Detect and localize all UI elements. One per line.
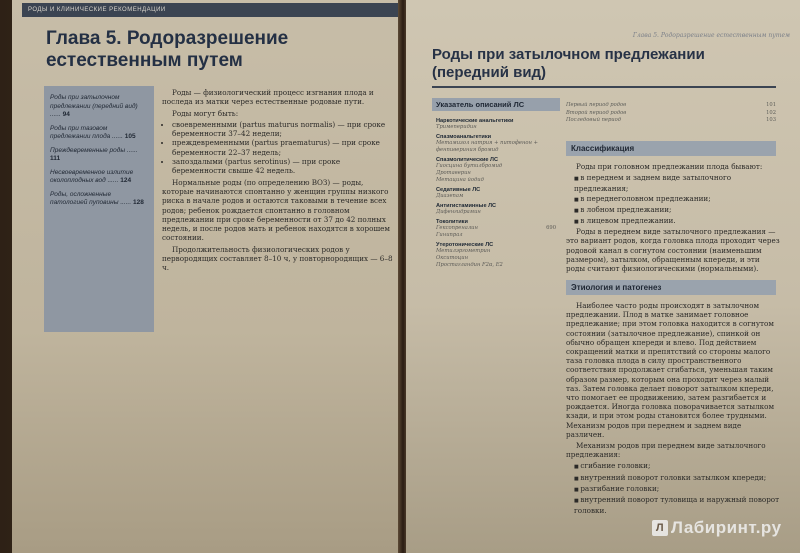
toc-item[interactable]: Роды, осложненные патологией пуповины ...... 128 <box>50 190 144 206</box>
mechanism-list <box>566 461 780 515</box>
drug-page-number: 690 <box>546 225 556 231</box>
drug-category: Наркотические анальгетики <box>436 118 514 124</box>
list-item: • своевременными (partus maturus normalis) — при сроке беременности 37–42 недели; <box>172 120 394 139</box>
drug-item[interactable]: Гиосцина бутилбромид <box>436 163 503 169</box>
types-list <box>162 120 394 176</box>
chapter-body <box>162 88 394 275</box>
labirint-logo-icon: Л <box>652 520 668 536</box>
drug-item[interactable]: Дифенгидрамин <box>436 209 481 215</box>
drug-category: Спазмолитические ЛС <box>436 157 499 163</box>
etiology-body <box>566 301 780 515</box>
drug-item[interactable]: Метацина йодид <box>436 177 484 183</box>
list-item: ■ разгибание головки; <box>574 484 780 495</box>
list-item: ■ в лицевом предлежании. <box>574 216 780 227</box>
right-page <box>406 0 800 553</box>
running-head: РОДЫ И КЛИНИЧЕСКИЕ РЕКОМЕНДАЦИИ <box>22 3 398 17</box>
mechanism-lead: Механизм родов при переднем виде затылочного предлежания: <box>566 441 766 460</box>
list-item: ■ сгибание головки; <box>574 461 780 472</box>
drug-category: Антигистаминные ЛС <box>436 203 497 209</box>
list-item: • преждевременными (partus praematurus) — при сроке беременности 22–37 недель; <box>172 138 394 157</box>
list-item: ■ в переднеголовном предлежании; <box>574 194 780 205</box>
toc-item[interactable]: Роды при затылочном предлежании (передний вид) ...... 94 <box>50 94 138 118</box>
toc-item[interactable]: Несвоевременное излитие околоплодных вод ...... 124 <box>50 168 134 184</box>
toc-item[interactable]: Роды при тазовом предлежании плода ...... 105 <box>50 124 136 140</box>
link-row[interactable]: Второй период родов 102 <box>566 109 776 116</box>
drug-item[interactable]: Простагландин F2α, E2 <box>436 262 503 268</box>
chapter-toc <box>44 86 154 332</box>
drug-item[interactable]: Гексопреналин 690 <box>436 225 556 231</box>
intro-paragraph: Роды — физиологический процесс изгнания плода и последа из матки через естественные родовые пути. <box>162 88 374 107</box>
list-item: ■ внутренний поворот головки затылком кпереди; <box>574 473 780 484</box>
drug-item[interactable]: Окситоцин <box>436 255 469 261</box>
drug-index-header: Указатель описаний ЛС <box>432 98 560 111</box>
classification-paragraph: Роды в переднем виде затылочного предлежания — это вариант родов, когда головка плода проходит через родовой канал в согнутом состоянии (наименьшим размером), затылком, обращенным кпереди, и эти роды считают физиологическими (нормальными). <box>566 227 780 274</box>
section-title: Роды при затылочном предлежании (передний вид) <box>432 46 705 81</box>
link-row[interactable]: Последовый период 103 <box>566 117 776 123</box>
classification-list <box>566 173 780 227</box>
title-rule <box>432 86 776 88</box>
drug-category: Утеротонические ЛС <box>436 242 494 248</box>
drug-item[interactable]: Метамизол натрия + питофенон + фенпивериния бромид <box>436 140 538 153</box>
classification-heading: Классификация <box>566 141 776 156</box>
drug-item[interactable]: Дротаверин <box>436 170 471 176</box>
toc-item[interactable]: Преждевременные роды ...... 111 <box>50 146 138 162</box>
list-item: ■ в лобном предлежании; <box>574 205 780 216</box>
link-row[interactable]: Первый период родов 101 <box>566 102 776 108</box>
left-page <box>12 0 400 553</box>
drug-index-list <box>432 111 560 273</box>
drug-category: Спазмоанальгетики <box>436 134 492 140</box>
etiology-heading: Этиология и патогенез <box>566 280 776 295</box>
types-lead: Роды могут быть: <box>172 108 239 118</box>
drug-category: Токолитики <box>436 219 468 225</box>
list-item: ■ в переднем и заднем виде затылочного предлежания; <box>574 173 780 193</box>
drug-item[interactable]: Метилэргометрин <box>436 248 491 254</box>
normal-definition: Нормальные роды (по определению ВОЗ) — роды, которые начинаются спонтанно у женщин группы низкого риска в начале родов и остаются таковыми в течение всех родов; ребенок рождается спонтанно в головном предлежании при сроке беременности от 37 до 42 полных недель, и после родов мать и ребенок находятся в хорошем состоянии. <box>162 177 390 243</box>
duration-paragraph: Продолжительность физиологических родов у первородящих составляет 8–10 ч, у повторнородящих — 6–8 ч. <box>162 244 393 273</box>
drug-item[interactable]: Диазепам <box>436 193 464 199</box>
chapter-title: Глава 5. Родоразрешение естественным путем <box>46 28 289 71</box>
drug-category: Седативные ЛС <box>436 187 481 193</box>
etiology-paragraph: Наиболее часто роды происходят в затылочном предлежании. Плод в матке занимает головное предлежание; при этом головка находится в согнутом состоянии (затылочное предлежание), спинкой он обычно обращен кпереди и влево. Под действием сокращений матки и препятствий со стороны малого таза головка плода в силу пространственного соответствия продолжает сгибаться, уменьшая таким образом размер, которым она проходит через малый таз. Затем головка делает поворот затылком кпереди, что помогает ее продвижению, затем разгибается и рождается. Иногда головка поворачивается затылком кзади, и при этом роды становятся более трудными. Механизм родов при переднем и заднем виде различен. <box>566 301 775 439</box>
drug-index <box>432 98 560 294</box>
classification-lead: Роды при головном предлежании плода бывают: <box>576 162 763 171</box>
list-item: ■ внутренний поворот туловища и наружный поворот головки. <box>574 495 780 515</box>
period-links <box>566 102 776 125</box>
drug-item[interactable]: Гинипрал <box>436 232 463 238</box>
list-item: • запоздалыми (partus serotinus) — при сроке беременности свыше 42 недель. <box>172 157 394 176</box>
running-head: Глава 5. Родоразрешение естественным путем <box>632 32 790 39</box>
watermark: Л Лабиринт.ру <box>652 518 782 538</box>
drug-item[interactable]: Тримеперидин <box>436 124 477 130</box>
classification-body <box>566 162 780 275</box>
